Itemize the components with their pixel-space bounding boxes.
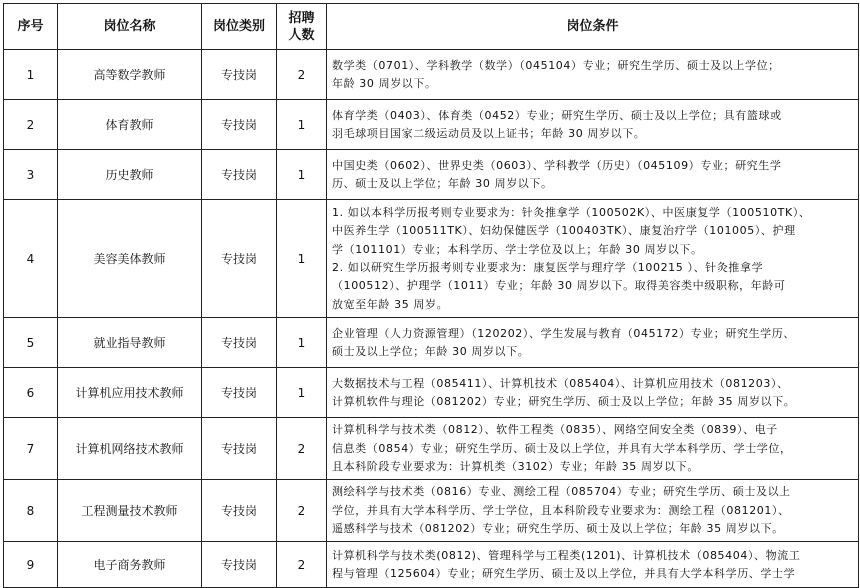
row-index: 6 (4, 368, 58, 418)
row-index: 9 (4, 542, 58, 588)
table-row (4, 368, 859, 418)
row-requirements (327, 100, 859, 150)
header-count-line2: 人数 (288, 27, 315, 43)
requirement-line: 测绘科学与技术类（0816）专业、测绘工程（085704）专业；研究生学历、硕士及以上 (332, 485, 791, 499)
requirement-line: 硕士及以上学位；年龄 30 周岁以下。 (332, 345, 530, 358)
positions-table (3, 3, 859, 588)
requirement-line: 学位，并具有大学本科学历、学士学位，且本科阶段专业要求为：测绘工程（081201）、 (332, 503, 790, 517)
row-count: 1 (277, 368, 327, 418)
row-category: 专技岗 (202, 150, 277, 200)
row-index: 2 (4, 100, 58, 150)
header-category: 岗位类别 (202, 4, 277, 50)
requirement-line: 数学类（0701）、学科教学（数学）（045104）专业；研究生学历、硕士及以上学位； (332, 58, 780, 72)
row-requirements (327, 368, 859, 418)
row-requirements (327, 480, 859, 542)
row-position-name: 工程测量技术教师 (58, 480, 202, 542)
row-requirements (327, 200, 859, 318)
row-index: 1 (4, 50, 58, 100)
row-count: 1 (277, 318, 327, 368)
header-count-line1: 招聘 (288, 10, 315, 26)
table-row (4, 480, 859, 542)
requirement-line: 2. 如以研究生学历报考则专业要求为：康复医学与理疗学（100215 ）、针灸推拿学 (332, 261, 764, 274)
requirement-line: 程与管理（125604）专业；研究生学历、硕士及以上学位，并具有大学本科学历、学士学 (332, 567, 796, 580)
row-position-name: 历史教师 (58, 150, 202, 200)
requirement-line: 信息类（0854）专业；研究生学历、硕士及以上学位，并具有大学本科学历、学士学位， (332, 441, 792, 455)
requirement-line: 大数据技术与工程（085411）、计算机技术（085404）、计算机应用技术（081203）、 (332, 376, 789, 390)
row-category: 专技岗 (202, 318, 277, 368)
row-index: 3 (4, 150, 58, 200)
requirement-line: 且本科阶段专业要求为：计算机类（3102）专业；年龄 35 周岁以下。 (332, 460, 699, 474)
row-requirements (327, 318, 859, 368)
requirement-line: 中医养生学（100511TK）、妇幼保健医学（100403TK）、康复治疗学（101005）、护理 (332, 224, 796, 238)
requirement-line: 中国史类（0602）、世界史类（0603）、学科教学（历史）（045109）专业；研究生学 (332, 158, 782, 172)
row-position-name: 就业指导教师 (58, 318, 202, 368)
row-count: 1 (277, 150, 327, 200)
row-requirements (327, 50, 859, 100)
header-index: 序号 (4, 4, 58, 50)
row-position-name: 高等数学教师 (58, 50, 202, 100)
requirement-line: 计算机科学与技术类(0812)、管理科学与工程类(1201)、计算机技术（085404）、物流工 (332, 548, 801, 562)
table-row (4, 318, 859, 368)
table-row (4, 542, 859, 588)
row-category: 专技岗 (202, 480, 277, 542)
row-count: 1 (277, 200, 327, 318)
row-requirements (327, 418, 859, 480)
requirement-line: 学（101101）专业；本科学历、学士学位及以上；年龄 30 周岁以下。 (332, 242, 703, 256)
table-row (4, 200, 859, 318)
row-category: 专技岗 (202, 542, 277, 588)
row-requirements (327, 150, 859, 200)
row-index: 7 (4, 418, 58, 480)
row-count: 2 (277, 50, 327, 100)
requirement-line: 计算机软件与理论（081202）专业；研究生学历、硕士及以上学位；年龄 35 周岁以下。 (332, 395, 796, 408)
row-category: 专技岗 (202, 418, 277, 480)
table-row (4, 150, 859, 200)
row-index: 8 (4, 480, 58, 542)
header-name: 岗位名称 (58, 4, 202, 50)
row-position-name: 美容美体教师 (58, 200, 202, 318)
requirement-line: 遥感科学与技术（081202）专业；研究生学历、硕士及以上学位；年龄 35 周岁以下。 (332, 522, 784, 536)
row-count: 2 (277, 480, 327, 542)
row-category: 专技岗 (202, 200, 277, 318)
row-position-name: 计算机应用技术教师 (58, 368, 202, 418)
row-index: 4 (4, 200, 58, 318)
header-count (277, 4, 327, 50)
header-row (4, 4, 859, 50)
row-category: 专技岗 (202, 100, 277, 150)
requirement-line: 体育学类（0403）、体育类（0452）专业；研究生学历、硕士及以上学位；具有篮球或 (332, 108, 782, 122)
requirement-line: 历、硕士及以上学位；年龄 30 周岁以下。 (332, 177, 553, 190)
row-requirements (327, 542, 859, 588)
requirement-line: 1. 如以本科学历报考则专业要求为：针灸推拿学（100502K）、中医康复学（100510TK）、 (332, 205, 811, 219)
requirement-line: 羽毛球项目国家二级运动员及以上证书；年龄 30 周岁以下。 (332, 127, 646, 140)
header-requirements: 岗位条件 (327, 4, 859, 50)
row-index: 5 (4, 318, 58, 368)
table-row (4, 418, 859, 480)
requirement-line: 计算机科学与技术类（0812）、软件工程类（0835）、网络空间安全类（0839）、电子 (332, 423, 778, 437)
row-count: 2 (277, 418, 327, 480)
table-body (4, 50, 859, 588)
requirement-line: 放宽至年龄 35 周岁。 (332, 297, 449, 311)
row-position-name: 体育教师 (58, 100, 202, 150)
requirement-line: （100512）、护理学（1011）专业；年龄 30 周岁以下。取得美容类中级职称，年龄可 (332, 279, 786, 293)
table-row (4, 100, 859, 150)
requirement-line: 企业管理（人力资源管理）（120202）、学生发展与教育（045172）专业；研究生学历、 (332, 326, 795, 340)
requirement-line: 年龄 30 周岁以下。 (332, 77, 437, 90)
row-position-name: 电子商务教师 (58, 542, 202, 588)
row-count: 2 (277, 542, 327, 588)
row-position-name: 计算机网络技术教师 (58, 418, 202, 480)
row-count: 1 (277, 100, 327, 150)
row-category: 专技岗 (202, 368, 277, 418)
table-row (4, 50, 859, 100)
row-category: 专技岗 (202, 50, 277, 100)
